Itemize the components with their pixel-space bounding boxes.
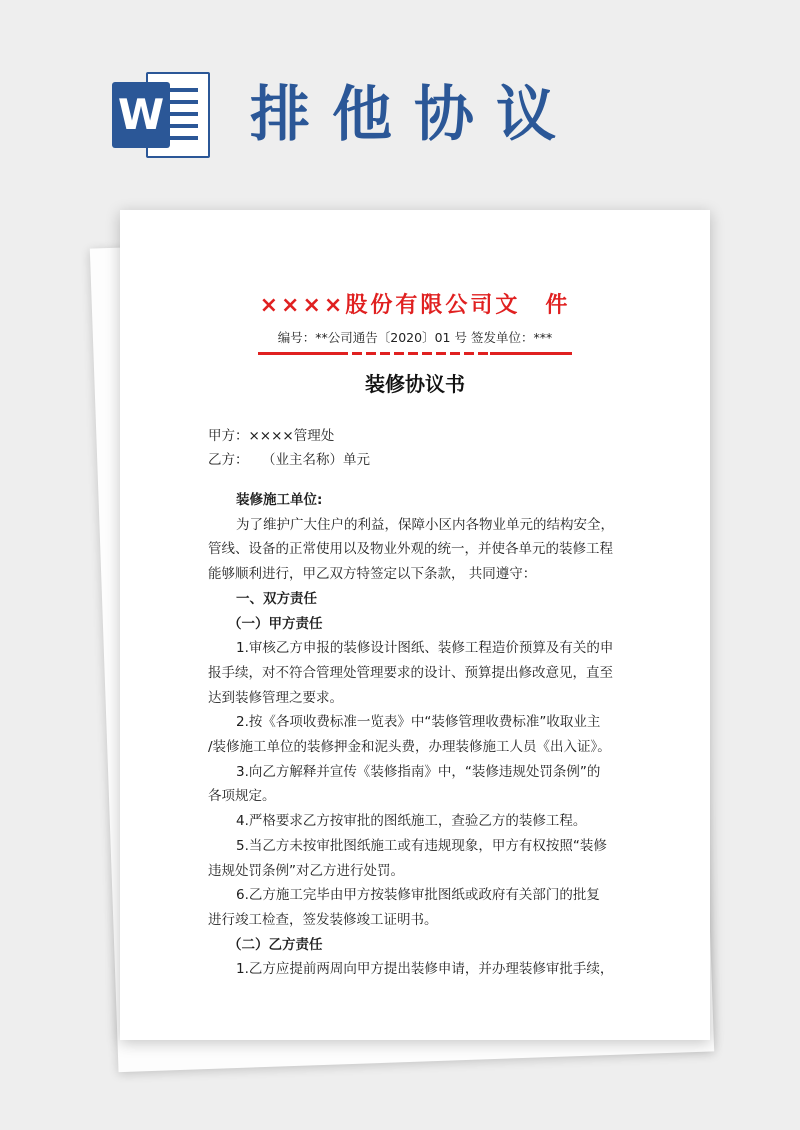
- body-line: 1.乙方应提前两周向甲方提出装修申请，并办理装修审批手续，: [236, 961, 614, 978]
- header-rule-dashed: [338, 352, 490, 355]
- body-line: 为了维护广大住户的利益，保障小区内各物业单元的结构安全，: [236, 516, 614, 533]
- word-document-icon: [112, 72, 210, 158]
- body-line: 达到装修管理之要求。: [208, 689, 343, 706]
- body-line: 4.严格要求乙方按审批的图纸施工，查验乙方的装修工程。: [236, 813, 587, 830]
- party-a-line: 甲方：××××管理处: [208, 428, 335, 444]
- body-line: 进行竣工检查，签发装修竣工证明书。: [208, 911, 438, 928]
- document-header: ××××股份有限公司文 件: [259, 293, 571, 318]
- body-line: 6.乙方施工完毕由甲方按装修审批图纸或政府有关部门的批复: [236, 887, 600, 904]
- body-line: （一）甲方责任: [228, 615, 323, 632]
- header-rule-right: [490, 352, 572, 355]
- document-title: 装修协议书: [365, 372, 465, 396]
- body-line: 各项规定。: [208, 788, 276, 805]
- document-number-line: 编号：**公司通告〔2020〕01 号 签发单位：***: [277, 330, 553, 345]
- document-page: [120, 210, 710, 1040]
- body-line: 3.向乙方解释并宣传《装修指南》中，“装修违规处罚条例”的: [236, 763, 601, 780]
- body-line: 能够顺利进行，甲乙双方特签定以下条款， 共同遵守：: [208, 566, 537, 583]
- body-line: 报手续，对不符合管理处管理要求的设计、预算提出修改意见，直至: [208, 664, 613, 681]
- banner-title: 排他协议: [250, 80, 578, 150]
- body-line: 一、双方责任: [236, 590, 317, 607]
- body-line: 1.审核乙方申报的装修设计图纸、装修工程造价预算及有关的申: [236, 640, 614, 657]
- party-b-line: 乙方： （业主名称）单元: [208, 452, 370, 468]
- body-line: 装修施工单位:: [236, 492, 323, 508]
- body-line: /装修施工单位的装修押金和泥头费，办理装修施工人员《出入证》。: [208, 739, 611, 755]
- body-line: （二）乙方责任: [228, 936, 323, 953]
- header-rule-left: [258, 352, 338, 355]
- body-line: 管线、设备的正常使用以及物业外观的统一，并使各单元的装修工程: [208, 541, 613, 558]
- banner: [0, 0, 800, 200]
- body-line: 2.按《各项收费标准一览表》中“装修管理收费标准”收取业主: [236, 714, 601, 731]
- word-icon-badge: W: [112, 82, 170, 148]
- body-line: 5.当乙方未按审批图纸施工或有违规现象，甲方有权按照“装修: [236, 837, 607, 854]
- body-line: 违规处罚条例”对乙方进行处罚。: [208, 862, 404, 879]
